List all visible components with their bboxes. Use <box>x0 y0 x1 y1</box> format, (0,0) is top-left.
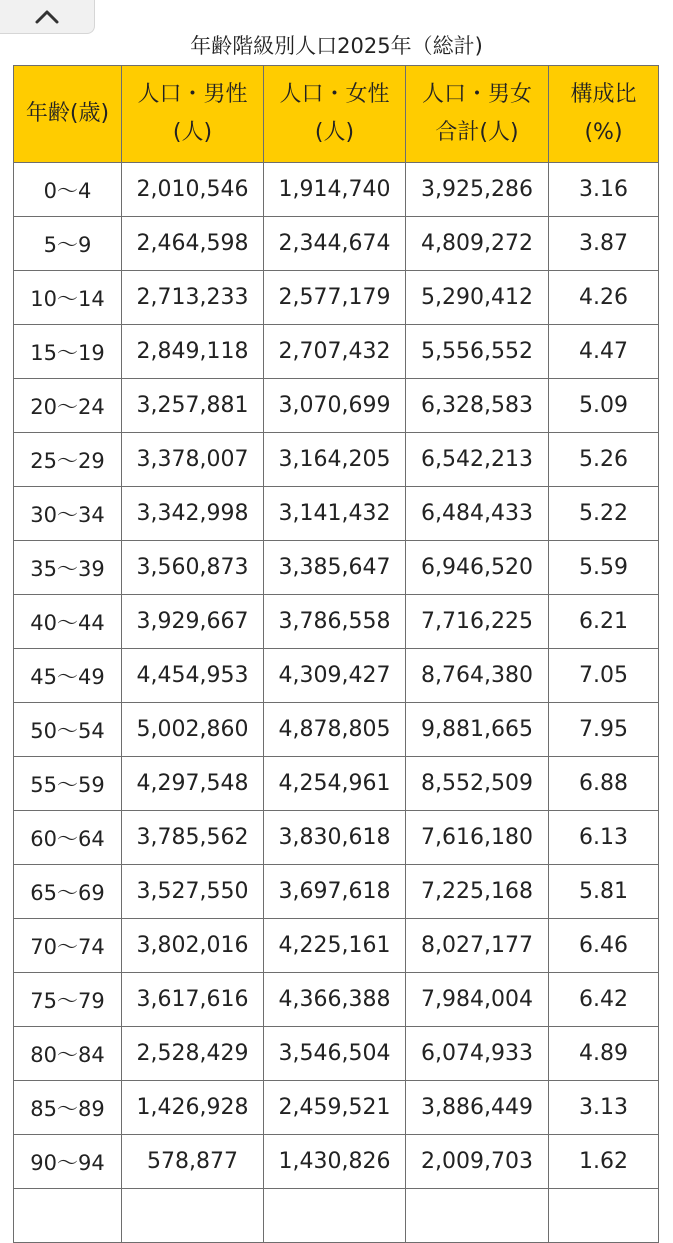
cell-male: 2,713,233 <box>122 271 264 325</box>
cell-age: 90〜94 <box>14 1135 122 1189</box>
cell-female: 3,070,699 <box>264 379 406 433</box>
cell-age: 65〜69 <box>14 865 122 919</box>
table-row <box>14 163 659 217</box>
cell-female: 1,430,826 <box>264 1135 406 1189</box>
cell-male: 2,849,118 <box>122 325 264 379</box>
chevron-up-icon <box>34 9 60 25</box>
cell-ratio: 3.87 <box>549 217 659 271</box>
cell-ratio <box>549 1189 659 1243</box>
table-row <box>14 757 659 811</box>
cell-age: 25〜29 <box>14 433 122 487</box>
cell-ratio: 1.62 <box>549 1135 659 1189</box>
cell-male: 3,617,616 <box>122 973 264 1027</box>
header-female-line2: (人) <box>314 120 355 145</box>
header-total-line1: 人口・男女 <box>421 82 532 107</box>
cell-male: 2,464,598 <box>122 217 264 271</box>
table-row <box>14 487 659 541</box>
cell-total: 7,616,180 <box>406 811 549 865</box>
cell-age: 45〜49 <box>14 649 122 703</box>
cell-ratio: 6.21 <box>549 595 659 649</box>
cell-total: 9,881,665 <box>406 703 549 757</box>
header-total-line2: 合計(人) <box>435 120 519 145</box>
cell-total: 7,225,168 <box>406 865 549 919</box>
table-row <box>14 811 659 865</box>
cell-total: 8,027,177 <box>406 919 549 973</box>
header-male-line1: 人口・男性 <box>137 82 248 107</box>
table-header-row <box>14 66 659 163</box>
cell-total: 6,542,213 <box>406 433 549 487</box>
cell-female <box>264 1189 406 1243</box>
scroll-to-top-button[interactable] <box>0 0 95 34</box>
cell-total: 3,886,449 <box>406 1081 549 1135</box>
cell-ratio: 5.81 <box>549 865 659 919</box>
table-title: 年齢階級別人口2025年（総計) <box>190 34 483 58</box>
cell-male: 2,010,546 <box>122 163 264 217</box>
cell-ratio: 5.09 <box>549 379 659 433</box>
cell-ratio: 7.05 <box>549 649 659 703</box>
cell-age: 75〜79 <box>14 973 122 1027</box>
cell-female: 4,254,961 <box>264 757 406 811</box>
table-row <box>14 973 659 1027</box>
header-male-line2: (人) <box>172 120 213 145</box>
table-row <box>14 433 659 487</box>
table-row <box>14 649 659 703</box>
cell-age: 85〜89 <box>14 1081 122 1135</box>
cell-ratio: 4.26 <box>549 271 659 325</box>
header-ratio-line1: 構成比 <box>570 82 637 107</box>
cell-age: 40〜44 <box>14 595 122 649</box>
cell-age: 5〜9 <box>14 217 122 271</box>
table-row <box>14 595 659 649</box>
cell-total: 7,716,225 <box>406 595 549 649</box>
cell-female: 3,141,432 <box>264 487 406 541</box>
cell-ratio: 3.16 <box>549 163 659 217</box>
cell-total: 6,484,433 <box>406 487 549 541</box>
cell-male: 3,257,881 <box>122 379 264 433</box>
cell-total: 5,290,412 <box>406 271 549 325</box>
cell-age: 50〜54 <box>14 703 122 757</box>
cell-female: 4,366,388 <box>264 973 406 1027</box>
cell-male: 3,785,562 <box>122 811 264 865</box>
cell-total: 7,984,004 <box>406 973 549 1027</box>
cell-ratio: 5.59 <box>549 541 659 595</box>
cell-total: 2,009,703 <box>406 1135 549 1189</box>
table-row <box>14 271 659 325</box>
cell-total: 6,946,520 <box>406 541 549 595</box>
table-body <box>14 163 659 1243</box>
cell-age: 60〜64 <box>14 811 122 865</box>
cell-female: 3,697,618 <box>264 865 406 919</box>
cell-male: 3,929,667 <box>122 595 264 649</box>
header-male <box>122 66 264 163</box>
cell-female: 4,225,161 <box>264 919 406 973</box>
cell-male: 3,342,998 <box>122 487 264 541</box>
cell-ratio: 4.47 <box>549 325 659 379</box>
header-female-line1: 人口・女性 <box>279 82 390 107</box>
cell-total: 8,552,509 <box>406 757 549 811</box>
table-row <box>14 217 659 271</box>
population-table <box>13 65 659 1243</box>
cell-female: 4,878,805 <box>264 703 406 757</box>
cell-male: 5,002,860 <box>122 703 264 757</box>
cell-female: 2,344,674 <box>264 217 406 271</box>
cell-ratio: 4.89 <box>549 1027 659 1081</box>
cell-ratio: 5.22 <box>549 487 659 541</box>
cell-female: 1,914,740 <box>264 163 406 217</box>
cell-male: 3,527,550 <box>122 865 264 919</box>
header-female <box>264 66 406 163</box>
header-ratio <box>549 66 659 163</box>
cell-male <box>122 1189 264 1243</box>
cell-female: 2,459,521 <box>264 1081 406 1135</box>
cell-male: 3,560,873 <box>122 541 264 595</box>
cell-total: 8,764,380 <box>406 649 549 703</box>
cell-age: 0〜4 <box>14 163 122 217</box>
table-row <box>14 1081 659 1135</box>
table-row <box>14 541 659 595</box>
header-ratio-line2: (%) <box>584 120 623 145</box>
cell-age: 10〜14 <box>14 271 122 325</box>
cell-male: 578,877 <box>122 1135 264 1189</box>
cell-female: 3,786,558 <box>264 595 406 649</box>
cell-ratio: 6.13 <box>549 811 659 865</box>
cell-ratio: 7.95 <box>549 703 659 757</box>
cell-ratio: 6.46 <box>549 919 659 973</box>
cell-female: 2,577,179 <box>264 271 406 325</box>
cell-male: 4,454,953 <box>122 649 264 703</box>
cell-age: 35〜39 <box>14 541 122 595</box>
cell-total <box>406 1189 549 1243</box>
cell-total: 6,328,583 <box>406 379 549 433</box>
cell-age: 15〜19 <box>14 325 122 379</box>
header-age-label: 年齢(歳) <box>25 101 110 126</box>
cell-ratio: 6.42 <box>549 973 659 1027</box>
cell-age: 70〜74 <box>14 919 122 973</box>
cell-male: 2,528,429 <box>122 1027 264 1081</box>
cell-ratio: 3.13 <box>549 1081 659 1135</box>
cell-ratio: 6.88 <box>549 757 659 811</box>
cell-female: 2,707,432 <box>264 325 406 379</box>
cell-male: 3,802,016 <box>122 919 264 973</box>
cell-female: 3,385,647 <box>264 541 406 595</box>
cell-male: 1,426,928 <box>122 1081 264 1135</box>
cell-total: 3,925,286 <box>406 163 549 217</box>
cell-total: 4,809,272 <box>406 217 549 271</box>
cell-age: 55〜59 <box>14 757 122 811</box>
table-row <box>14 325 659 379</box>
cell-age: 30〜34 <box>14 487 122 541</box>
cell-age <box>14 1189 122 1243</box>
header-age <box>14 66 122 163</box>
cell-male: 4,297,548 <box>122 757 264 811</box>
cell-female: 3,546,504 <box>264 1027 406 1081</box>
cell-total: 6,074,933 <box>406 1027 549 1081</box>
header-total <box>406 66 549 163</box>
table-row <box>14 865 659 919</box>
cell-age: 80〜84 <box>14 1027 122 1081</box>
cell-female: 3,830,618 <box>264 811 406 865</box>
table-row <box>14 1027 659 1081</box>
cell-ratio: 5.26 <box>549 433 659 487</box>
table-row <box>14 379 659 433</box>
cell-male: 3,378,007 <box>122 433 264 487</box>
cell-female: 4,309,427 <box>264 649 406 703</box>
table-row <box>14 703 659 757</box>
cell-female: 3,164,205 <box>264 433 406 487</box>
table-row <box>14 919 659 973</box>
cell-age: 20〜24 <box>14 379 122 433</box>
table-row <box>14 1135 659 1189</box>
table-row <box>14 1189 659 1243</box>
cell-total: 5,556,552 <box>406 325 549 379</box>
